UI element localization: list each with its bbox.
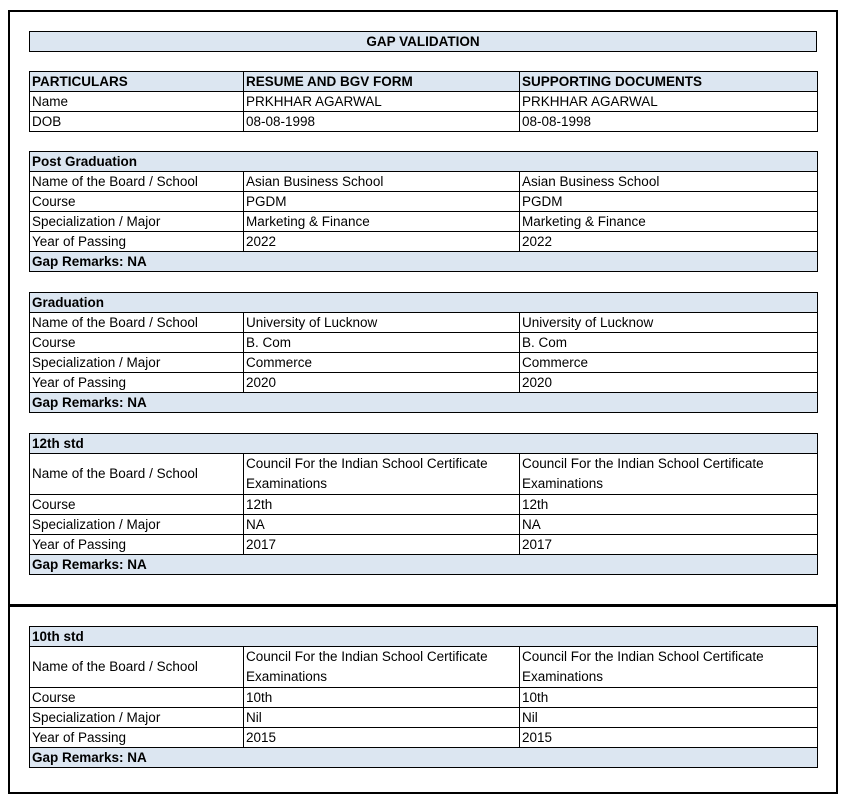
tenth-std-table [29, 626, 818, 768]
row-label: Course [30, 495, 244, 515]
gap-remarks: Gap Remarks: NA [30, 252, 818, 272]
resume-value: Nil [244, 708, 520, 728]
row-label: Specialization / Major [30, 353, 244, 373]
table-row [30, 112, 818, 132]
row-label: Specialization / Major [30, 515, 244, 535]
gap-remarks: Gap Remarks: NA [30, 555, 818, 575]
resume-value: 08-08-1998 [244, 112, 520, 132]
header-row [30, 72, 818, 92]
section-heading: Post Graduation [30, 152, 818, 172]
particulars-table [29, 71, 818, 132]
header-documents: SUPPORTING DOCUMENTS [520, 72, 818, 92]
documents-value: Council For the Indian School Certificate Examinations [520, 647, 818, 688]
row-label: Course [30, 192, 244, 212]
documents-value: 2015 [520, 728, 818, 748]
gap-remarks: Gap Remarks: NA [30, 393, 818, 413]
table-row [30, 353, 818, 373]
table-row [30, 708, 818, 728]
table-row [30, 454, 818, 495]
documents-value: 2022 [520, 232, 818, 252]
row-label: Name of the Board / School [30, 454, 244, 495]
gap-remarks: Gap Remarks: NA [30, 748, 818, 768]
documents-value: Marketing & Finance [520, 212, 818, 232]
resume-value: 2020 [244, 373, 520, 393]
row-label: Year of Passing [30, 535, 244, 555]
row-label: Specialization / Major [30, 708, 244, 728]
section-heading: 10th std [30, 627, 818, 647]
page-title: GAP VALIDATION [30, 32, 817, 52]
table-row [30, 212, 818, 232]
documents-value: 2017 [520, 535, 818, 555]
resume-value: 2015 [244, 728, 520, 748]
section-heading: Graduation [30, 293, 818, 313]
resume-value: PGDM [244, 192, 520, 212]
section-heading: 12th std [30, 434, 818, 454]
row-label: Name of the Board / School [30, 647, 244, 688]
table-row [30, 92, 818, 112]
resume-value: 12th [244, 495, 520, 515]
twelfth-std-table [29, 433, 818, 575]
documents-value: Council For the Indian School Certificate Examinations [520, 454, 818, 495]
resume-value: Council For the Indian School Certificate Examinations [244, 454, 520, 495]
table-row [30, 647, 818, 688]
table-row [30, 232, 818, 252]
table-row [30, 515, 818, 535]
table-row [30, 333, 818, 353]
header-particulars: PARTICULARS [30, 72, 244, 92]
row-label: Name of the Board / School [30, 313, 244, 333]
documents-value: 2020 [520, 373, 818, 393]
row-label: DOB [30, 112, 244, 132]
resume-value: Commerce [244, 353, 520, 373]
resume-value: 10th [244, 688, 520, 708]
resume-value: 2022 [244, 232, 520, 252]
table-row [30, 728, 818, 748]
documents-value: B. Com [520, 333, 818, 353]
resume-value: Marketing & Finance [244, 212, 520, 232]
resume-value: Asian Business School [244, 172, 520, 192]
title-table [29, 31, 817, 52]
documents-value: 08-08-1998 [520, 112, 818, 132]
table-row [30, 373, 818, 393]
documents-value: Commerce [520, 353, 818, 373]
documents-value: 12th [520, 495, 818, 515]
documents-value: Asian Business School [520, 172, 818, 192]
row-label: Specialization / Major [30, 212, 244, 232]
documents-value: PRKHHAR AGARWAL [520, 92, 818, 112]
row-label: Year of Passing [30, 728, 244, 748]
resume-value: 2017 [244, 535, 520, 555]
resume-value: Council For the Indian School Certificate Examinations [244, 647, 520, 688]
row-label: Course [30, 333, 244, 353]
documents-value: Nil [520, 708, 818, 728]
table-row [30, 192, 818, 212]
documents-value: NA [520, 515, 818, 535]
documents-value: University of Lucknow [520, 313, 818, 333]
resume-value: NA [244, 515, 520, 535]
resume-value: University of Lucknow [244, 313, 520, 333]
table-row [30, 313, 818, 333]
resume-value: B. Com [244, 333, 520, 353]
row-label: Name of the Board / School [30, 172, 244, 192]
resume-value: PRKHHAR AGARWAL [244, 92, 520, 112]
table-row [30, 495, 818, 515]
documents-value: 10th [520, 688, 818, 708]
row-label: Name [30, 92, 244, 112]
header-resume: RESUME AND BGV FORM [244, 72, 520, 92]
row-label: Year of Passing [30, 373, 244, 393]
post-graduation-table [29, 151, 818, 272]
table-row [30, 535, 818, 555]
graduation-table [29, 292, 818, 413]
table-row [30, 172, 818, 192]
table-row [30, 688, 818, 708]
row-label: Year of Passing [30, 232, 244, 252]
row-label: Course [30, 688, 244, 708]
documents-value: PGDM [520, 192, 818, 212]
